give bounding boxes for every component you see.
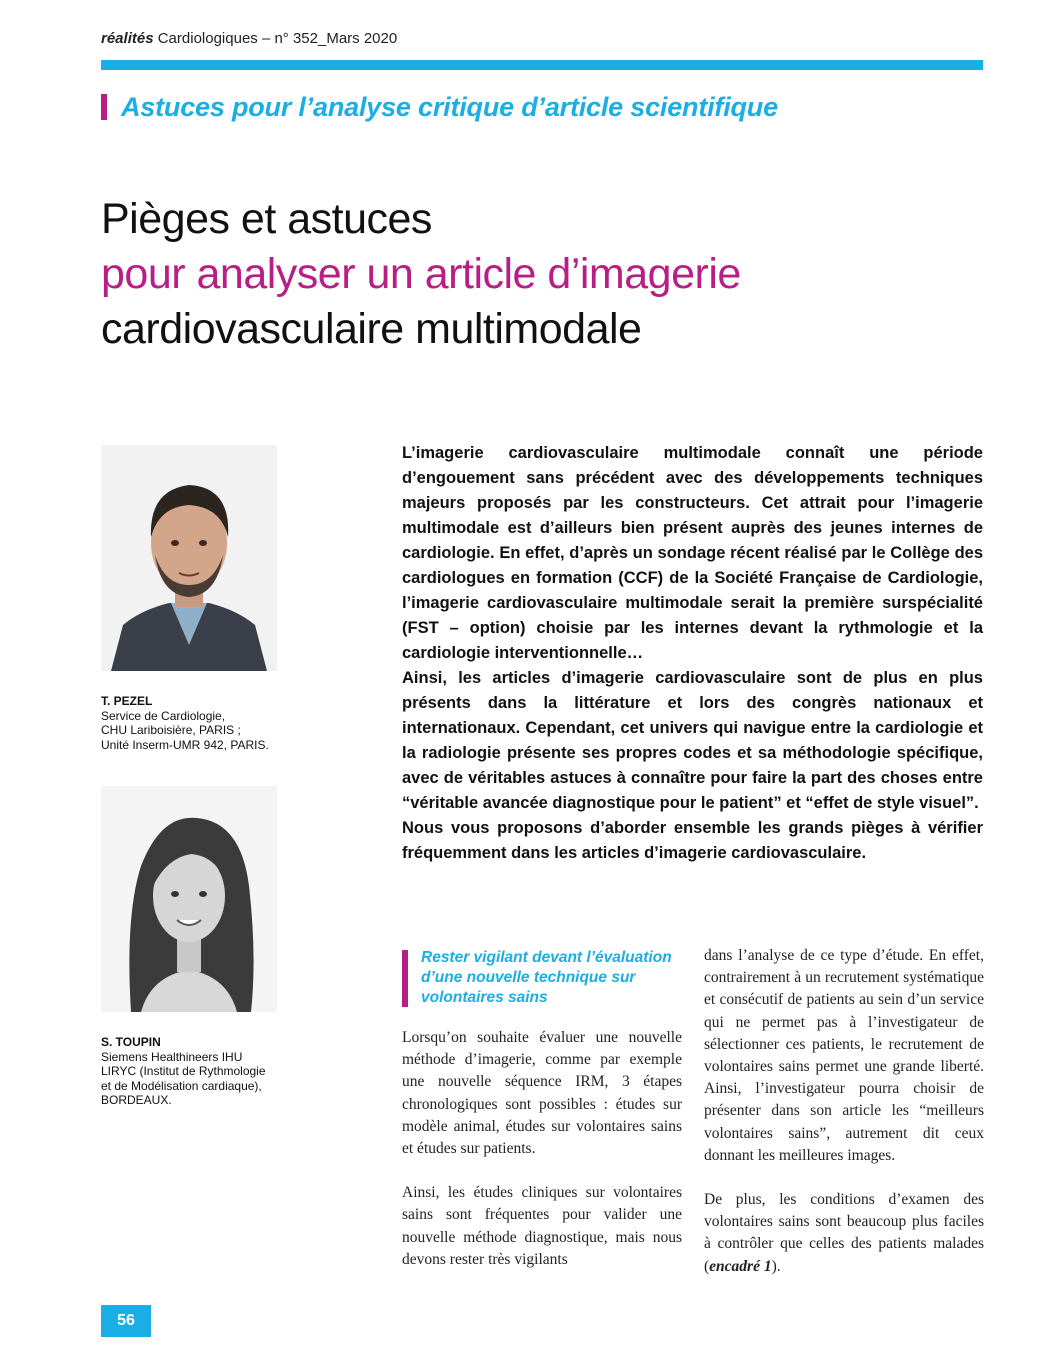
author-photo-toupin xyxy=(101,786,277,1012)
section-heading xyxy=(402,948,691,1008)
body-paragraph: dans l’analyse de ce type d’étude. En effet, contrairement à un recrutement systématique et consécutif de patients au sein d’un service qui ne permet pas à l’investigateur de sélectionner ces patients, le recrutement de volontaires sains permet une grande liberté. Ainsi, l’investigateur pourra choisir de présenter dans son article les “meilleurs volontaires sains”, autrement dit ceux donnant les meilleures images. xyxy=(704,947,984,1164)
rubric xyxy=(101,92,778,122)
author-block-toupin xyxy=(101,1035,266,1108)
article-title xyxy=(101,192,741,357)
journal-brand: réalités xyxy=(101,30,154,47)
author-affiliation-line: BORDEAUX. xyxy=(101,1093,172,1107)
intro-paragraph: L’imagerie cardiovasculaire multimodale connaît une période d’engouement sans précédent avec des développements techniques majeurs proposés par les constructeurs. Cet attrait pour l’imagerie multimodale est d’ailleurs bien présent auprès des jeunes internes de cardiologie. En effet, d’après un sondage récent réalisé par le Collège des cardiologues en formation (CCF) de la Société Française de Cardiologie, l’imagerie cardiovasculaire multimodale serait la première surspécialité (FST – option) choisie par les internes devant la rythmologie et la cardiologie interventionnelle… xyxy=(402,444,983,662)
author-affiliation-line: LIRYC (Institut de Rythmologie xyxy=(101,1064,266,1078)
body-paragraph-last xyxy=(704,1189,984,1278)
body-column-2 xyxy=(704,945,984,1300)
author-affiliation-line: Service de Cardiologie, xyxy=(101,708,226,723)
title-line-3: cardiovasculaire multimodale xyxy=(101,305,642,353)
title-line-1: Pièges et astuces xyxy=(101,195,432,243)
section-heading-text: Rester vigilant devant l’évaluation d’une nouvelle technique sur volontaires sains xyxy=(421,949,672,1006)
body-paragraph: Lorsqu’on souhaite évaluer une nouvelle méthode d’imagerie, comme par exemple une nouvelle séquence IRM, 3 étapes chronologiques sont possibles : études sur modèle animal, études sur volontaires sains et études sur patients. xyxy=(402,1029,682,1158)
intro-paragraph: Nous vous proposons d’aborder ensemble les grands pièges à vérifier fréquemment dans les articles d’imagerie cardiovasculaire. xyxy=(402,819,983,862)
author-name: T. PEZEL xyxy=(101,694,153,708)
page-number: 56 xyxy=(101,1305,151,1337)
author-affiliation-line: Siemens Healthineers IHU xyxy=(101,1049,243,1064)
running-header xyxy=(101,30,397,47)
body-text: ). xyxy=(771,1257,781,1275)
author-name: S. TOUPIN xyxy=(101,1035,161,1049)
section-marker xyxy=(402,950,408,1007)
author-affiliation-line: Unité Inserm-UMR 942, PARIS. xyxy=(101,737,269,752)
body-paragraph: Ainsi, les études cliniques sur volontaires sains sont fréquentes pour valider une nouvelle méthode diagnostique, mais nous devons rester très vigilants xyxy=(402,1184,682,1268)
accent-bar xyxy=(101,60,983,70)
body-column-1 xyxy=(402,1027,682,1293)
rubric-marker xyxy=(101,94,107,120)
author-affiliation-line: et de Modélisation cardiaque), xyxy=(101,1078,262,1093)
intro-abstract xyxy=(402,441,983,866)
rubric-label: Astuces pour l’analyse critique d’article scientifique xyxy=(121,91,778,122)
intro-paragraph: Ainsi, les articles d’imagerie cardiovasculaire sont de plus en plus présents dans la littérature et lors des congrès nationaux et internationaux. Cependant, cet univers qui navigue entre la cardiologie et la radiologie présente ses propres codes et sa méthodologie spécifique, avec de véritables astuces à connaître pour faire la part des choses entre “véritable avancée diagnostique pour le patient” et “effet de style visuel”. xyxy=(402,669,983,812)
box-reference: encadré 1 xyxy=(709,1257,772,1275)
author-photo-pezel xyxy=(101,445,277,671)
author-block-pezel xyxy=(101,694,269,752)
journal-issue: Cardiologiques – n° 352_Mars 2020 xyxy=(157,30,398,47)
author-affiliation-line: CHU Lariboisière, PARIS ; xyxy=(101,723,241,737)
title-line-2: pour analyser un article d’imagerie xyxy=(101,250,741,298)
body-text: De plus, les conditions d’examen des volontaires sains sont beaucoup plus faciles à contrôler que celles des patients malades ( xyxy=(704,1191,984,1275)
